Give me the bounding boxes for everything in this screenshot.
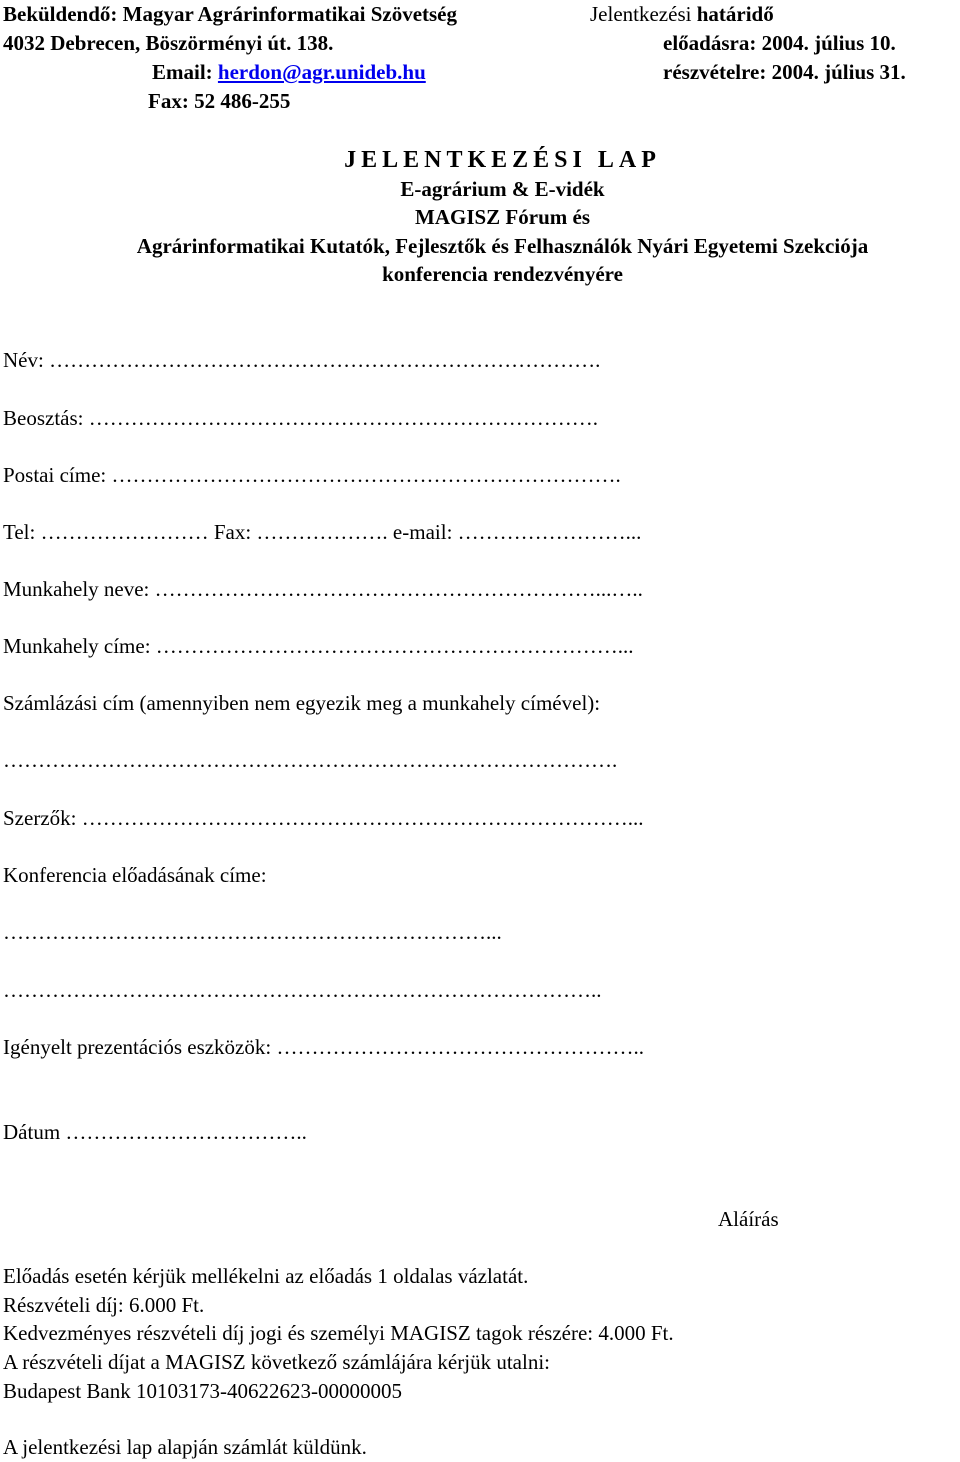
billing-address-label: Számlázási cím (amennyiben nem egyezik meg a munkahely címével): xyxy=(3,691,601,715)
deadline-prefix: Jelentkezési xyxy=(590,2,692,26)
footer-note-fee: Részvételi díj: 6.000 Ft. xyxy=(3,1293,205,1317)
signature-label: Aláírás xyxy=(718,1207,779,1231)
title-line-3: Agrárinformatikai Kutatók, Fejlesztők és Felhasználók Nyári Egyetemi Szekciója xyxy=(136,234,869,258)
footer-bank-account: Budapest Bank 10103173-40622623-00000005 xyxy=(3,1379,402,1403)
workplace-address-field[interactable]: Munkahely címe: …………………………………………………………... xyxy=(3,634,634,658)
name-field[interactable]: Név: ……………………………………………………………………. xyxy=(3,348,601,372)
email-label: Email: xyxy=(152,60,213,84)
sender-email-line xyxy=(152,62,426,83)
workplace-name-field[interactable]: Munkahely neve: ………………………………………………………...….. xyxy=(3,577,643,601)
deadline-word: határidő xyxy=(696,2,774,26)
title-line-2: MAGISZ Fórum és xyxy=(415,205,590,229)
footer-note-outline: Előadás esetén kérjük mellékelni az előadás 1 oldalas vázlatát. xyxy=(3,1264,529,1288)
talk-title-field-1[interactable]: ……………………………………………………………... xyxy=(3,920,502,944)
deadline-talk: előadásra: 2004. július 10. xyxy=(663,31,896,55)
deadline-heading xyxy=(590,4,774,25)
form-title: JELENTKEZÉSI LAP xyxy=(344,147,661,173)
authors-field[interactable]: Szerzők: ……………………………………………………………………... xyxy=(3,806,644,830)
sender-address: 4032 Debrecen, Böszörményi út. 138. xyxy=(3,31,334,55)
talk-title-label: Konferencia előadásának címe: xyxy=(3,863,267,887)
postal-address-field[interactable]: Postai címe: ………………………………………………………………. xyxy=(3,463,621,487)
sender-line xyxy=(3,4,457,25)
sender-label: Beküldendő: xyxy=(3,2,118,26)
footer-note-transfer: A részvételi díjat a MAGISZ következő számlájára kérjük utalni: xyxy=(3,1350,550,1374)
email-link[interactable]: herdon@agr.unideb.hu xyxy=(217,60,426,84)
deadline-participation: részvételre: 2004. július 31. xyxy=(663,60,906,84)
position-field[interactable]: Beosztás: ………………………………………………………………. xyxy=(3,406,598,430)
contact-fields[interactable]: Tel: …………………… Fax: ………………. e-mail: ……………………... xyxy=(3,520,642,544)
footer-note-discount: Kedvezményes részvételi díj jogi és személyi MAGISZ tagok részére: 4.000 Ft. xyxy=(3,1321,674,1345)
footer-note-invoice: A jelentkezési lap alapján számlát küldünk. xyxy=(3,1435,367,1459)
billing-address-field[interactable]: ……………………………………………………………………………. xyxy=(3,748,618,772)
date-field[interactable]: Dátum …………………………….. xyxy=(3,1120,307,1144)
title-line-4: konferencia rendezvényére xyxy=(382,262,623,286)
talk-title-field-2[interactable]: ………………………………………………………………………….. xyxy=(3,978,602,1002)
sender-org: Magyar Agrárinformatikai Szövetség xyxy=(122,2,458,26)
title-line-1: E-agrárium & E-vidék xyxy=(400,177,605,201)
equipment-field[interactable]: Igényelt prezentációs eszközök: …………………………………………….. xyxy=(3,1035,644,1059)
sender-fax: Fax: 52 486-255 xyxy=(148,89,291,113)
